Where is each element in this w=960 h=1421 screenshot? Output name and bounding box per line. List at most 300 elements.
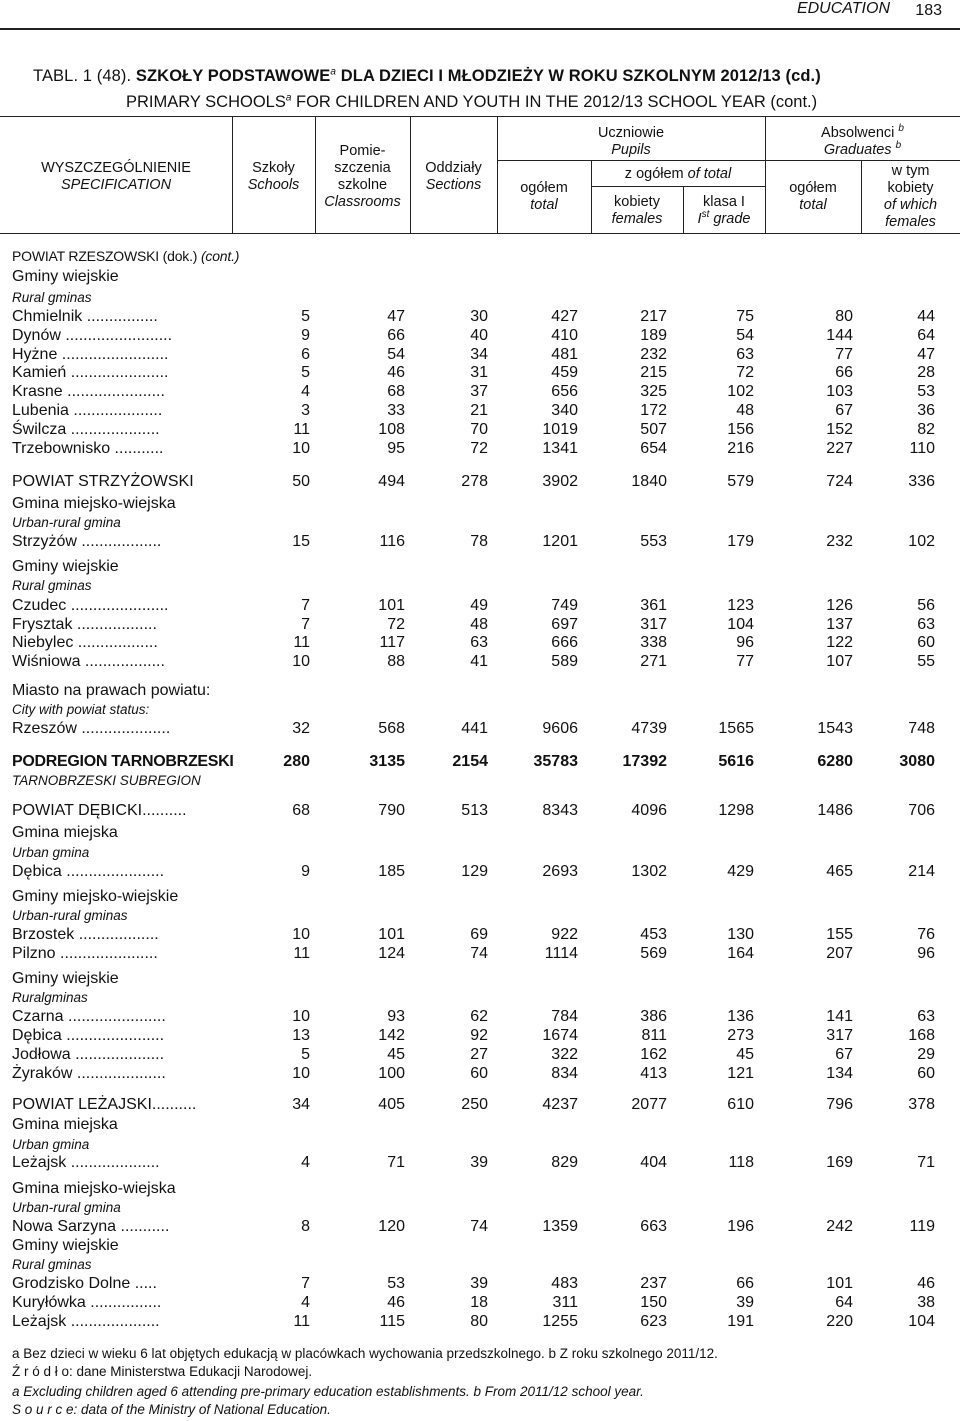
cell-value: 101 — [378, 926, 405, 943]
pupils-total-en: total — [530, 197, 558, 213]
sections-en: Sections — [425, 177, 482, 193]
cell-value: 80 — [835, 308, 853, 325]
cell-value: 429 — [727, 863, 754, 880]
cell-value: 172 — [640, 402, 667, 419]
cell-value: 88 — [387, 653, 405, 670]
gmina-label: Jodłowa .................... — [12, 1046, 165, 1063]
cell-value: 811 — [641, 1027, 667, 1044]
header-top-rule — [0, 116, 960, 117]
cell-value: 137 — [826, 616, 853, 633]
cell-value: 6 — [301, 346, 310, 363]
row-label-en: Ruralgminas — [12, 990, 88, 1005]
powiat-label: POWIAT RZESZOWSKI (dok.) (cont.) — [12, 248, 240, 264]
cell-value: 922 — [551, 926, 578, 943]
cell-value: 74 — [470, 1218, 488, 1235]
cell-value: 610 — [727, 1096, 754, 1113]
cell-value: 513 — [461, 802, 488, 819]
cell-value: 325 — [640, 383, 667, 400]
cell-value: 33 — [387, 402, 405, 419]
group-label: Gminy miejsko-wiejskie — [12, 888, 179, 905]
cell-value: 46 — [387, 364, 405, 381]
gmina-label: Chmielnik ................ — [12, 308, 158, 325]
cell-value: 459 — [551, 364, 578, 381]
cell-value: 136 — [727, 1008, 754, 1025]
cell-value: 9606 — [542, 720, 578, 737]
cell-value: 35783 — [533, 753, 578, 770]
cell-value: 162 — [640, 1046, 667, 1063]
col-graduates — [765, 125, 960, 159]
cell-value: 232 — [640, 346, 667, 363]
schools-en: Schools — [247, 177, 300, 193]
classrooms-pl: szczenia — [334, 160, 391, 176]
of-total-pl: z ogółem — [624, 166, 684, 182]
cell-value: 117 — [379, 634, 405, 651]
title-pl-rest: DLA DZIECI I MŁODZIEŻY W ROKU SZKOLNYM 2012/13 (cd.) — [336, 67, 821, 85]
cell-value: 483 — [551, 1275, 578, 1292]
cell-value: 56 — [917, 597, 935, 614]
graduates-sup: b — [898, 123, 904, 135]
cell-value: 1255 — [542, 1313, 578, 1330]
cell-value: 589 — [551, 653, 578, 670]
col-sections — [410, 160, 497, 194]
cell-value: 95 — [387, 440, 405, 457]
row-label-en: Urban-rural gmina — [12, 515, 121, 530]
graduates-total-pl: ogółem — [789, 180, 837, 196]
group-label: Gminy wiejskie — [12, 970, 119, 987]
gmina-label: Wiśniowa .................. — [12, 653, 165, 670]
powiat-label: POWIAT LEŻAJSKI.......... — [12, 1096, 197, 1113]
cell-value: 122 — [826, 634, 853, 651]
cell-value: 108 — [378, 421, 405, 438]
graduates-females-pl: kobiety — [887, 180, 934, 196]
cell-value: 45 — [387, 1046, 405, 1063]
cell-value: 54 — [387, 346, 405, 363]
grade-en-sup: st — [701, 209, 710, 221]
cell-value: 31 — [470, 364, 488, 381]
cell-value: 2693 — [542, 863, 578, 880]
pupils-total-pl: ogółem — [520, 180, 568, 196]
cell-value: 34 — [292, 1096, 310, 1113]
of-total-en: of total — [687, 166, 732, 182]
cell-value: 7 — [301, 597, 310, 614]
cell-value: 5 — [301, 364, 310, 381]
cell-value: 37 — [470, 383, 488, 400]
header-bottom-rule — [0, 233, 960, 234]
cell-value: 4 — [301, 1154, 310, 1171]
gmina-label: Czudec ...................... — [12, 597, 169, 614]
cell-value: 48 — [736, 402, 754, 419]
cont-marker: (cont.) — [197, 248, 240, 264]
row-label-en: Urban gmina — [12, 845, 90, 860]
cell-value: 68 — [387, 383, 405, 400]
group-label: Gminy wiejskie — [12, 558, 119, 575]
cell-value: 280 — [283, 753, 310, 770]
col-schools — [232, 160, 315, 194]
graduates-sup: b — [895, 140, 902, 152]
gmina-label: Strzyżów .................. — [12, 533, 162, 550]
cell-value: 3 — [301, 402, 310, 419]
cell-value: 413 — [640, 1065, 667, 1082]
row-label-en: Urban gmina — [12, 1137, 90, 1152]
cell-value: 144 — [826, 327, 853, 344]
cell-value: 4739 — [631, 720, 667, 737]
cell-value: 215 — [640, 364, 667, 381]
cell-value: 40 — [470, 327, 488, 344]
cell-value: 237 — [640, 1275, 667, 1292]
cell-value: 1341 — [542, 440, 578, 457]
table-title-pl — [33, 67, 821, 86]
cell-value: 1359 — [542, 1218, 578, 1235]
cell-value: 278 — [461, 473, 488, 490]
cell-value: 663 — [640, 1218, 667, 1235]
cell-value: 4 — [301, 1294, 310, 1311]
title-en-main: PRIMARY SCHOOLS — [126, 93, 286, 111]
graduates-females-en: of which — [883, 197, 938, 213]
cell-value: 242 — [826, 1218, 853, 1235]
cell-value: 749 — [551, 597, 578, 614]
cell-value: 60 — [470, 1065, 488, 1082]
group-label: Gmina miejsko-wiejska — [12, 1180, 176, 1197]
cell-value: 48 — [470, 616, 488, 633]
classrooms-pl: Pomie- — [339, 143, 386, 159]
cell-value: 96 — [917, 945, 935, 962]
classrooms-en: Classrooms — [324, 194, 401, 210]
title-en-sup: a — [285, 92, 292, 104]
cell-value: 654 — [640, 440, 667, 457]
cell-value: 311 — [552, 1294, 578, 1311]
cell-value: 8343 — [542, 802, 578, 819]
cell-value: 107 — [826, 653, 853, 670]
cell-value: 220 — [826, 1313, 853, 1330]
cell-value: 72 — [470, 440, 488, 457]
grade-pl: klasa I — [703, 194, 745, 210]
cell-value: 9 — [301, 863, 310, 880]
cell-value: 5 — [301, 308, 310, 325]
group-label: Gminy wiejskie — [12, 268, 119, 285]
cell-value: 119 — [909, 1218, 935, 1235]
cell-value: 361 — [640, 597, 667, 614]
cell-value: 45 — [736, 1046, 754, 1063]
cell-value: 121 — [727, 1065, 754, 1082]
cell-value: 829 — [551, 1154, 578, 1171]
header-divider — [765, 160, 960, 161]
cell-value: 8 — [301, 1218, 310, 1235]
cell-value: 93 — [387, 1008, 405, 1025]
cell-value: 273 — [727, 1027, 754, 1044]
cell-value: 317 — [640, 616, 667, 633]
cell-value: 569 — [640, 945, 667, 962]
cell-value: 697 — [551, 616, 578, 633]
cell-value: 250 — [461, 1096, 488, 1113]
gmina-label: Dębica ...................... — [12, 863, 165, 880]
cell-value: 317 — [826, 1027, 853, 1044]
cell-value: 271 — [640, 653, 667, 670]
title-pl-sup: a — [330, 66, 337, 78]
cell-value: 53 — [387, 1275, 405, 1292]
cell-value: 10 — [292, 440, 310, 457]
graduates-en: Graduates — [823, 142, 892, 158]
cell-value: 71 — [387, 1154, 405, 1171]
cell-value: 568 — [378, 720, 405, 737]
cell-value: 336 — [908, 473, 935, 490]
cell-value: 46 — [387, 1294, 405, 1311]
cell-value: 104 — [908, 1313, 935, 1330]
cell-value: 39 — [470, 1275, 488, 1292]
cell-value: 796 — [826, 1096, 853, 1113]
cell-value: 169 — [826, 1154, 853, 1171]
table-number: TABL. 1 (48). — [33, 67, 132, 85]
cell-value: 77 — [835, 346, 853, 363]
cell-value: 156 — [727, 421, 754, 438]
cell-value: 4096 — [631, 802, 667, 819]
gmina-label: Trzebownisko ........... — [12, 440, 164, 457]
grade-en: I — [697, 211, 702, 227]
cell-value: 378 — [908, 1096, 935, 1113]
cell-value: 27 — [470, 1046, 488, 1063]
cell-value: 623 — [640, 1313, 667, 1330]
cell-value: 72 — [387, 616, 405, 633]
cell-value: 78 — [470, 533, 488, 550]
group-label: Gminy wiejskie — [12, 1237, 119, 1254]
cell-value: 41 — [470, 653, 488, 670]
cell-value: 834 — [551, 1065, 578, 1082]
cell-value: 1201 — [542, 533, 578, 550]
cell-value: 54 — [736, 327, 754, 344]
cell-value: 126 — [826, 597, 853, 614]
cell-value: 38 — [917, 1294, 935, 1311]
cell-value: 39 — [470, 1154, 488, 1171]
gmina-label: Czarna ...................... — [12, 1008, 166, 1025]
cell-value: 63 — [917, 1008, 935, 1025]
cell-value: 404 — [640, 1154, 667, 1171]
grade-en: grade — [709, 211, 751, 227]
gmina-label: Nowa Sarzyna ........... — [12, 1218, 170, 1235]
header-rule — [0, 28, 960, 30]
cell-value: 410 — [551, 327, 578, 344]
cell-value: 39 — [736, 1294, 754, 1311]
cell-value: 60 — [917, 1065, 935, 1082]
cell-value: 427 — [551, 308, 578, 325]
gmina-label: Kuryłówka ................ — [12, 1294, 162, 1311]
schools-pl: Szkoły — [252, 160, 295, 176]
gmina-label: Dębica ...................... — [12, 1027, 165, 1044]
row-label-en: Urban-rural gmina — [12, 1200, 121, 1215]
cell-value: 21 — [470, 402, 488, 419]
row-label-en: Rural gminas — [12, 578, 92, 593]
cell-value: 216 — [727, 440, 754, 457]
cell-value: 36 — [917, 402, 935, 419]
header-divider — [591, 186, 765, 187]
header-divider — [497, 160, 765, 161]
cell-value: 1114 — [544, 945, 578, 962]
cell-value: 1543 — [817, 720, 853, 737]
cell-value: 322 — [551, 1046, 578, 1063]
gmina-label: Rzeszów .................... — [12, 720, 171, 737]
cell-value: 453 — [640, 926, 667, 943]
powiat-label: POWIAT DĘBICKI.......... — [12, 802, 187, 819]
table-title-en — [126, 93, 817, 112]
row-label-en: Urban-rural gminas — [12, 908, 128, 923]
cell-value: 748 — [908, 720, 935, 737]
col-classrooms — [315, 143, 410, 211]
pupils-en: Pupils — [611, 142, 651, 158]
title-en-rest: FOR CHILDREN AND YOUTH IN THE 2012/13 SCHOOL YEAR (cont.) — [291, 93, 818, 111]
footnote-en: a Excluding children aged 6 attending pre-primary education establishments. b From 2011/12 school year. — [12, 1384, 644, 1399]
cell-value: 129 — [461, 863, 488, 880]
cell-value: 207 — [826, 945, 853, 962]
cell-value: 155 — [826, 926, 853, 943]
col-females — [591, 194, 683, 228]
cell-value: 11 — [293, 1313, 310, 1330]
cell-value: 53 — [917, 383, 935, 400]
cell-value: 11 — [293, 945, 310, 962]
cell-value: 47 — [917, 346, 935, 363]
subregion-label: PODREGION TARNOBRZESKI — [12, 753, 234, 770]
cell-value: 553 — [640, 533, 667, 550]
cell-value: 76 — [917, 926, 935, 943]
cell-value: 69 — [470, 926, 488, 943]
cell-value: 116 — [379, 533, 405, 550]
cell-value: 9 — [301, 327, 310, 344]
page-number: 183 — [915, 2, 942, 19]
cell-value: 63 — [917, 616, 935, 633]
cell-value: 196 — [727, 1218, 754, 1235]
gmina-label: Brzostek .................. — [12, 926, 159, 943]
source-pl: Ź r ó d ł o: dane Ministerstwa Edukacji Narodowej. — [12, 1364, 313, 1379]
cell-value: 10 — [292, 1065, 310, 1082]
cell-value: 10 — [292, 653, 310, 670]
cell-value: 494 — [378, 473, 405, 490]
cell-value: 179 — [727, 533, 754, 550]
cell-value: 405 — [378, 1096, 405, 1113]
gmina-label: Hyżne ........................ — [12, 346, 169, 363]
cell-value: 724 — [826, 473, 853, 490]
gmina-label: Pilzno ...................... — [12, 945, 158, 962]
cell-value: 103 — [826, 383, 853, 400]
col-pupils-total — [497, 180, 591, 214]
cell-value: 130 — [727, 926, 754, 943]
gmina-label: Krasne ...................... — [12, 383, 165, 400]
gmina-label: Niebylec .................. — [12, 634, 158, 651]
cell-value: 104 — [727, 616, 754, 633]
row-label-en: City with powiat status: — [12, 702, 150, 717]
cell-value: 666 — [551, 634, 578, 651]
cell-value: 50 — [292, 473, 310, 490]
gmina-label: Dynów ........................ — [12, 327, 173, 344]
graduates-pl: Absolwenci — [821, 125, 895, 141]
cell-value: 32 — [292, 720, 310, 737]
cell-value: 481 — [551, 346, 578, 363]
gmina-label: Frysztak .................. — [12, 616, 157, 633]
cell-value: 5616 — [718, 753, 754, 770]
cell-value: 71 — [917, 1154, 935, 1171]
cell-value: 28 — [917, 364, 935, 381]
cell-value: 29 — [917, 1046, 935, 1063]
cell-value: 74 — [470, 945, 488, 962]
col-specification — [0, 160, 232, 194]
cell-value: 150 — [640, 1294, 667, 1311]
cell-value: 656 — [551, 383, 578, 400]
cell-value: 67 — [835, 1046, 853, 1063]
cell-value: 340 — [551, 402, 578, 419]
cell-value: 17392 — [622, 753, 667, 770]
cell-value: 118 — [728, 1154, 754, 1171]
cell-value: 70 — [470, 421, 488, 438]
cell-value: 338 — [640, 634, 667, 651]
gmina-label: Grodzisko Dolne ..... — [12, 1275, 157, 1292]
cell-value: 66 — [387, 327, 405, 344]
row-label-en: Rural gminas — [12, 290, 92, 305]
cell-value: 1486 — [817, 802, 853, 819]
cell-value: 46 — [917, 1275, 935, 1292]
cell-value: 115 — [379, 1313, 405, 1330]
row-label-en: Rural gminas — [12, 1257, 92, 1272]
cell-value: 124 — [378, 945, 405, 962]
group-label: Gmina miejska — [12, 824, 118, 841]
cell-value: 67 — [835, 402, 853, 419]
cell-value: 10 — [292, 1008, 310, 1025]
cell-value: 217 — [640, 308, 667, 325]
cell-value: 441 — [461, 720, 488, 737]
cell-value: 784 — [551, 1008, 578, 1025]
cell-value: 11 — [293, 634, 310, 651]
cell-value: 11 — [293, 421, 310, 438]
classrooms-pl: szkolne — [337, 177, 388, 193]
gmina-label: Leżajsk .................... — [12, 1313, 160, 1330]
cell-value: 4 — [301, 383, 310, 400]
col-of-total — [591, 166, 765, 183]
cell-value: 1019 — [542, 421, 578, 438]
cell-value: 2077 — [631, 1096, 667, 1113]
powiat-label: POWIAT STRZYŻOWSKI — [12, 473, 194, 490]
cell-value: 1840 — [631, 473, 667, 490]
cell-value: 214 — [908, 863, 935, 880]
cell-value: 110 — [909, 440, 935, 457]
cell-value: 75 — [736, 308, 754, 325]
cell-value: 3080 — [899, 753, 935, 770]
cell-value: 77 — [736, 653, 754, 670]
cell-value: 30 — [470, 308, 488, 325]
col-graduates-females — [861, 163, 960, 231]
graduates-females-pl: w tym — [891, 163, 930, 179]
cell-value: 1298 — [718, 802, 754, 819]
cell-value: 579 — [727, 473, 754, 490]
col-pupils — [497, 125, 765, 159]
cell-value: 62 — [470, 1008, 488, 1025]
footnote-pl: a Bez dzieci w wieku 6 lat objętych edukacją w placówkach wychowania przedszkolnego. b Z roku szkolnego 2011/12. — [12, 1346, 718, 1361]
cell-value: 55 — [917, 653, 935, 670]
cell-value: 3902 — [542, 473, 578, 490]
cell-value: 7 — [301, 616, 310, 633]
cell-value: 141 — [826, 1008, 853, 1025]
cell-value: 64 — [835, 1294, 853, 1311]
sections-pl: Oddziały — [425, 160, 482, 176]
graduates-total-en: total — [799, 197, 827, 213]
spec-en: SPECIFICATION — [60, 177, 172, 193]
cell-value: 47 — [387, 308, 405, 325]
cell-value: 34 — [470, 346, 488, 363]
cell-value: 101 — [378, 597, 405, 614]
cell-value: 64 — [917, 327, 935, 344]
cell-value: 82 — [917, 421, 935, 438]
cell-value: 66 — [736, 1275, 754, 1292]
cell-value: 2154 — [452, 753, 488, 770]
col-graduates-total — [765, 180, 861, 214]
cell-value: 66 — [835, 364, 853, 381]
pupils-pl: Uczniowie — [597, 125, 665, 141]
cell-value: 465 — [826, 863, 853, 880]
cell-value: 68 — [292, 802, 310, 819]
